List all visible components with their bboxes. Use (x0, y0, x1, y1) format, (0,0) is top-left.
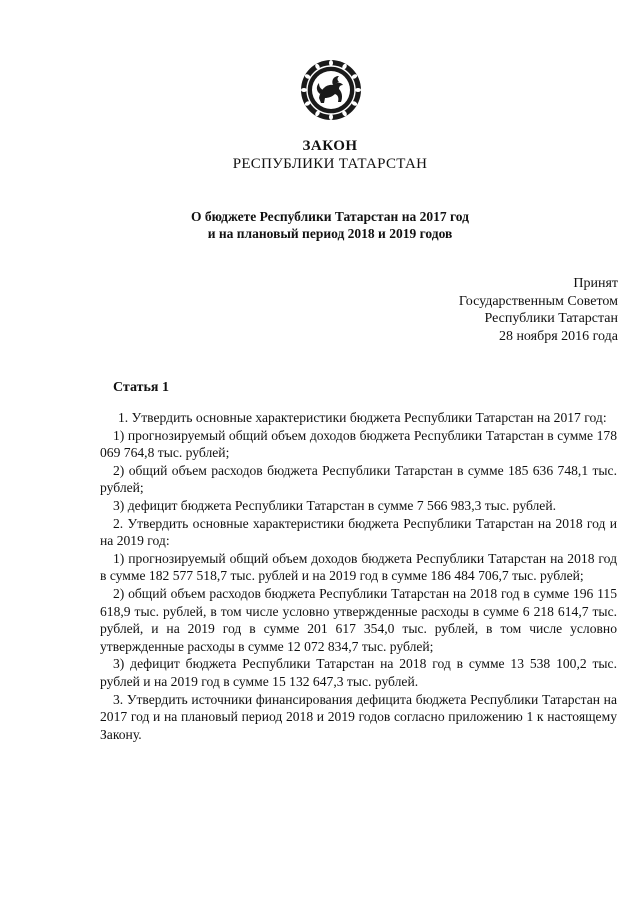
adoption-line: Принят (573, 276, 618, 291)
adoption-line: Государственным Советом (458, 293, 618, 309)
paragraph: 3) дефицит бюджета Республики Татарстан в сумме 7 566 983,3 тыс. рублей. (113, 497, 557, 513)
article-body (100, 409, 617, 743)
article-heading: Статья 1 (113, 380, 169, 395)
law-heading-line: и на плановый период 2018 и 2019 годов (207, 226, 453, 241)
paragraph: 1. Утвердить основные характеристики бюджета Республики Татарстан на 2017 год: (118, 410, 607, 425)
paragraph: 1) прогнозируемый общий объем доходов бюджета Республики Татарстан на 2018 год в сумме 182 577 518,7 тыс. рублей и на 2019 год в сумме 186 484 706,7 тыс. рублей; (100, 550, 617, 584)
law-heading-line: О бюджете Республики Татарстан на 2017 год (191, 209, 469, 224)
document-subtitle: РЕСПУБЛИКИ ТАТАРСТАН (232, 156, 428, 172)
document-title: ЗАКОН (302, 138, 358, 154)
adoption-line: Республики Татарстан (484, 311, 618, 326)
paragraph: 2. Утвердить основные характеристики бюджета Республики Татарстан на 2018 год и на 2019 год: (100, 515, 617, 549)
law-heading (0, 208, 640, 242)
paragraph: 3) дефицит бюджета Республики Татарстан на 2018 год в сумме 13 538 100,2 тыс. рублей и на 2019 год в сумме 15 132 647,3 тыс. рублей. (100, 656, 617, 689)
coat-of-arms-icon (299, 58, 363, 122)
paragraph: 2) общий объем расходов бюджета Республики Татарстан в сумме 185 636 748,1 тыс. рублей; (100, 462, 617, 496)
adoption-date: 28 ноября 2016 года (498, 328, 618, 344)
paragraph: 1) прогнозируемый общий объем доходов бюджета Республики Татарстан в сумме 178 069 764,8 тыс. рублей; (100, 427, 617, 461)
adoption-block (459, 275, 618, 345)
paragraph: 2) общий объем расходов бюджета Республики Татарстан на 2018 год в сумме 196 115 618,9 тыс. рублей, в том числе условно утвержденные расходы в сумме 6 218 614,7 тыс. рублей, и на 2019 год в сумме 201 617 354,0 тыс. рублей, в том числе условно утвержденные расходы в сумме 12 072 834,7 тыс. рублей; (100, 585, 617, 654)
paragraph: 3. Утвердить источники финансирования дефицита бюджета Республики Татарстан на 2017 год и на плановый период 2018 и 2019 годов согласно приложению 1 к настоящему Закону. (100, 691, 617, 742)
